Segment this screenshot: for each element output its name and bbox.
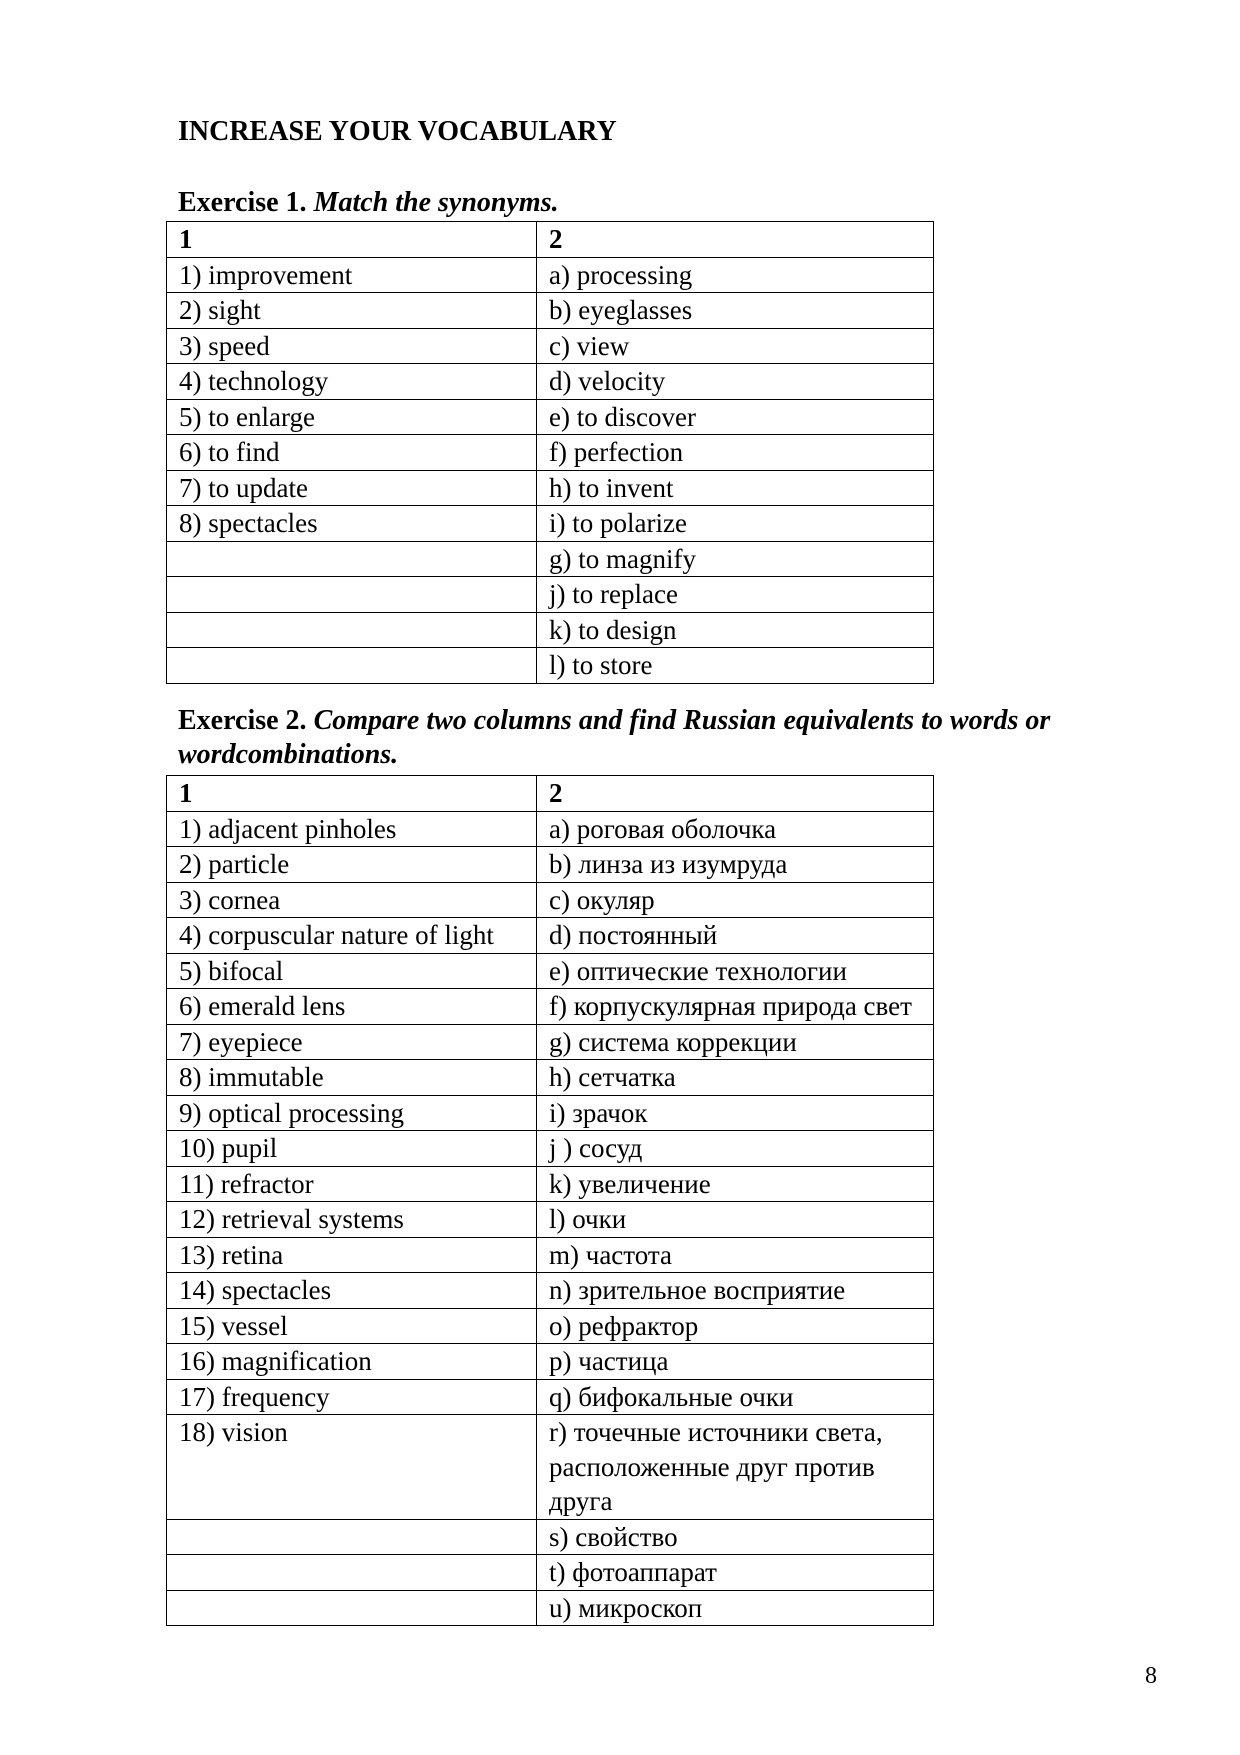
term-cell: 14) spectacles: [167, 1273, 537, 1309]
term-cell: 2) particle: [167, 847, 537, 883]
column-1-header: 1: [167, 222, 537, 258]
exercise-1-title: [178, 186, 1128, 220]
term-cell: 9) optical processing: [167, 1095, 537, 1131]
match-cell: u) микроскоп: [537, 1590, 934, 1626]
match-cell: j ) сосуд: [537, 1131, 934, 1167]
page-heading: INCREASE YOUR VOCABULARY: [178, 116, 617, 147]
match-cell: s) свойство: [537, 1519, 934, 1555]
exercise-1-instruction: Match the synonyms.: [313, 187, 559, 218]
match-cell: m) частота: [537, 1237, 934, 1273]
match-cell: b) eyeglasses: [537, 293, 934, 329]
match-cell: k) увеличение: [537, 1166, 934, 1202]
term-cell: [167, 577, 537, 613]
match-cell: j) to replace: [537, 577, 934, 613]
table-row: [167, 811, 934, 847]
match-cell: d) velocity: [537, 364, 934, 400]
column-2-header: 2: [537, 776, 934, 812]
table-row: [167, 953, 934, 989]
match-cell: g) to magnify: [537, 541, 934, 577]
table-row: [167, 364, 934, 400]
match-cell: h) to invent: [537, 470, 934, 506]
match-cell: l) to store: [537, 648, 934, 684]
term-cell: 7) to update: [167, 470, 537, 506]
term-cell: 4) corpuscular nature of light: [167, 918, 537, 954]
table-row: [167, 1024, 934, 1060]
column-1-header: 1: [167, 776, 537, 812]
term-cell: 2) sight: [167, 293, 537, 329]
term-cell: [167, 1590, 537, 1626]
match-cell: n) зрительное восприятие: [537, 1273, 934, 1309]
match-cell: e) to discover: [537, 399, 934, 435]
match-cell: g) система коррекции: [537, 1024, 934, 1060]
table-row: [167, 847, 934, 883]
table-header-row: [167, 222, 934, 258]
term-cell: [167, 1555, 537, 1591]
term-cell: [167, 1519, 537, 1555]
match-cell: t) фотоаппарат: [537, 1555, 934, 1591]
term-cell: 1) adjacent pinholes: [167, 811, 537, 847]
table-row: [167, 1308, 934, 1344]
match-cell: q) бифокальные очки: [537, 1379, 934, 1415]
exercise-2-rows: [167, 776, 934, 1626]
term-cell: 1) improvement: [167, 257, 537, 293]
match-cell: r) точечные источники света, расположенные друг против друга: [537, 1415, 934, 1520]
table-row: [167, 257, 934, 293]
match-cell: e) оптические технологии: [537, 953, 934, 989]
term-cell: 7) eyepiece: [167, 1024, 537, 1060]
match-cell: k) to design: [537, 612, 934, 648]
term-cell: 3) speed: [167, 328, 537, 364]
table-row: [167, 399, 934, 435]
match-cell: f) корпускулярная природа свет: [537, 989, 934, 1025]
match-cell: f) perfection: [537, 435, 934, 471]
table-row: [167, 1415, 934, 1520]
match-cell: p) частица: [537, 1344, 934, 1380]
table-row: [167, 1166, 934, 1202]
term-cell: 18) vision: [167, 1415, 537, 1520]
table-row: [167, 1379, 934, 1415]
table-row: [167, 293, 934, 329]
table-row: [167, 470, 934, 506]
match-cell: l) очки: [537, 1202, 934, 1238]
term-cell: [167, 648, 537, 684]
exercise-1-label: Exercise 1.: [178, 187, 307, 218]
term-cell: 5) to enlarge: [167, 399, 537, 435]
exercise-2-instruction: Compare two columns and find Russian equivalents to words or wordcombinations.: [178, 705, 1051, 770]
table-row: [167, 577, 934, 613]
table-row: [167, 1555, 934, 1591]
term-cell: 6) to find: [167, 435, 537, 471]
match-cell: a) processing: [537, 257, 934, 293]
term-cell: 6) emerald lens: [167, 989, 537, 1025]
table-row: [167, 882, 934, 918]
term-cell: 16) magnification: [167, 1344, 537, 1380]
table-row: [167, 435, 934, 471]
match-cell: i) зрачок: [537, 1095, 934, 1131]
table-row: [167, 648, 934, 684]
table-row: [167, 1131, 934, 1167]
table-row: [167, 918, 934, 954]
term-cell: [167, 541, 537, 577]
table-row: [167, 541, 934, 577]
table-row: [167, 506, 934, 542]
exercise-2-title: [178, 704, 1128, 772]
exercise-2-table: [166, 775, 934, 1626]
term-cell: 8) immutable: [167, 1060, 537, 1096]
term-cell: 8) spectacles: [167, 506, 537, 542]
term-cell: [167, 612, 537, 648]
table-row: [167, 1590, 934, 1626]
exercise-1-table: [166, 221, 934, 684]
match-cell: d) постоянный: [537, 918, 934, 954]
match-cell: b) линза из изумруда: [537, 847, 934, 883]
table-row: [167, 1273, 934, 1309]
table-row: [167, 328, 934, 364]
table-row: [167, 1519, 934, 1555]
table-header-row: [167, 776, 934, 812]
match-cell: a) роговая оболочка: [537, 811, 934, 847]
term-cell: 4) technology: [167, 364, 537, 400]
match-cell: c) окуляр: [537, 882, 934, 918]
term-cell: 5) bifocal: [167, 953, 537, 989]
term-cell: 12) retrieval systems: [167, 1202, 537, 1238]
table-row: [167, 1344, 934, 1380]
match-cell: h) сетчатка: [537, 1060, 934, 1096]
table-row: [167, 1202, 934, 1238]
table-row: [167, 1060, 934, 1096]
match-cell: i) to polarize: [537, 506, 934, 542]
term-cell: 10) pupil: [167, 1131, 537, 1167]
table-row: [167, 1237, 934, 1273]
term-cell: 15) vessel: [167, 1308, 537, 1344]
exercise-2-label: Exercise 2.: [178, 705, 307, 736]
table-row: [167, 1095, 934, 1131]
exercise-1-rows: [167, 222, 934, 684]
table-row: [167, 612, 934, 648]
match-cell: o) рефрактор: [537, 1308, 934, 1344]
page-number: 8: [1145, 1663, 1157, 1689]
term-cell: 11) refractor: [167, 1166, 537, 1202]
column-2-header: 2: [537, 222, 934, 258]
term-cell: 17) frequency: [167, 1379, 537, 1415]
table-row: [167, 989, 934, 1025]
term-cell: 13) retina: [167, 1237, 537, 1273]
term-cell: 3) cornea: [167, 882, 537, 918]
match-cell: c) view: [537, 328, 934, 364]
